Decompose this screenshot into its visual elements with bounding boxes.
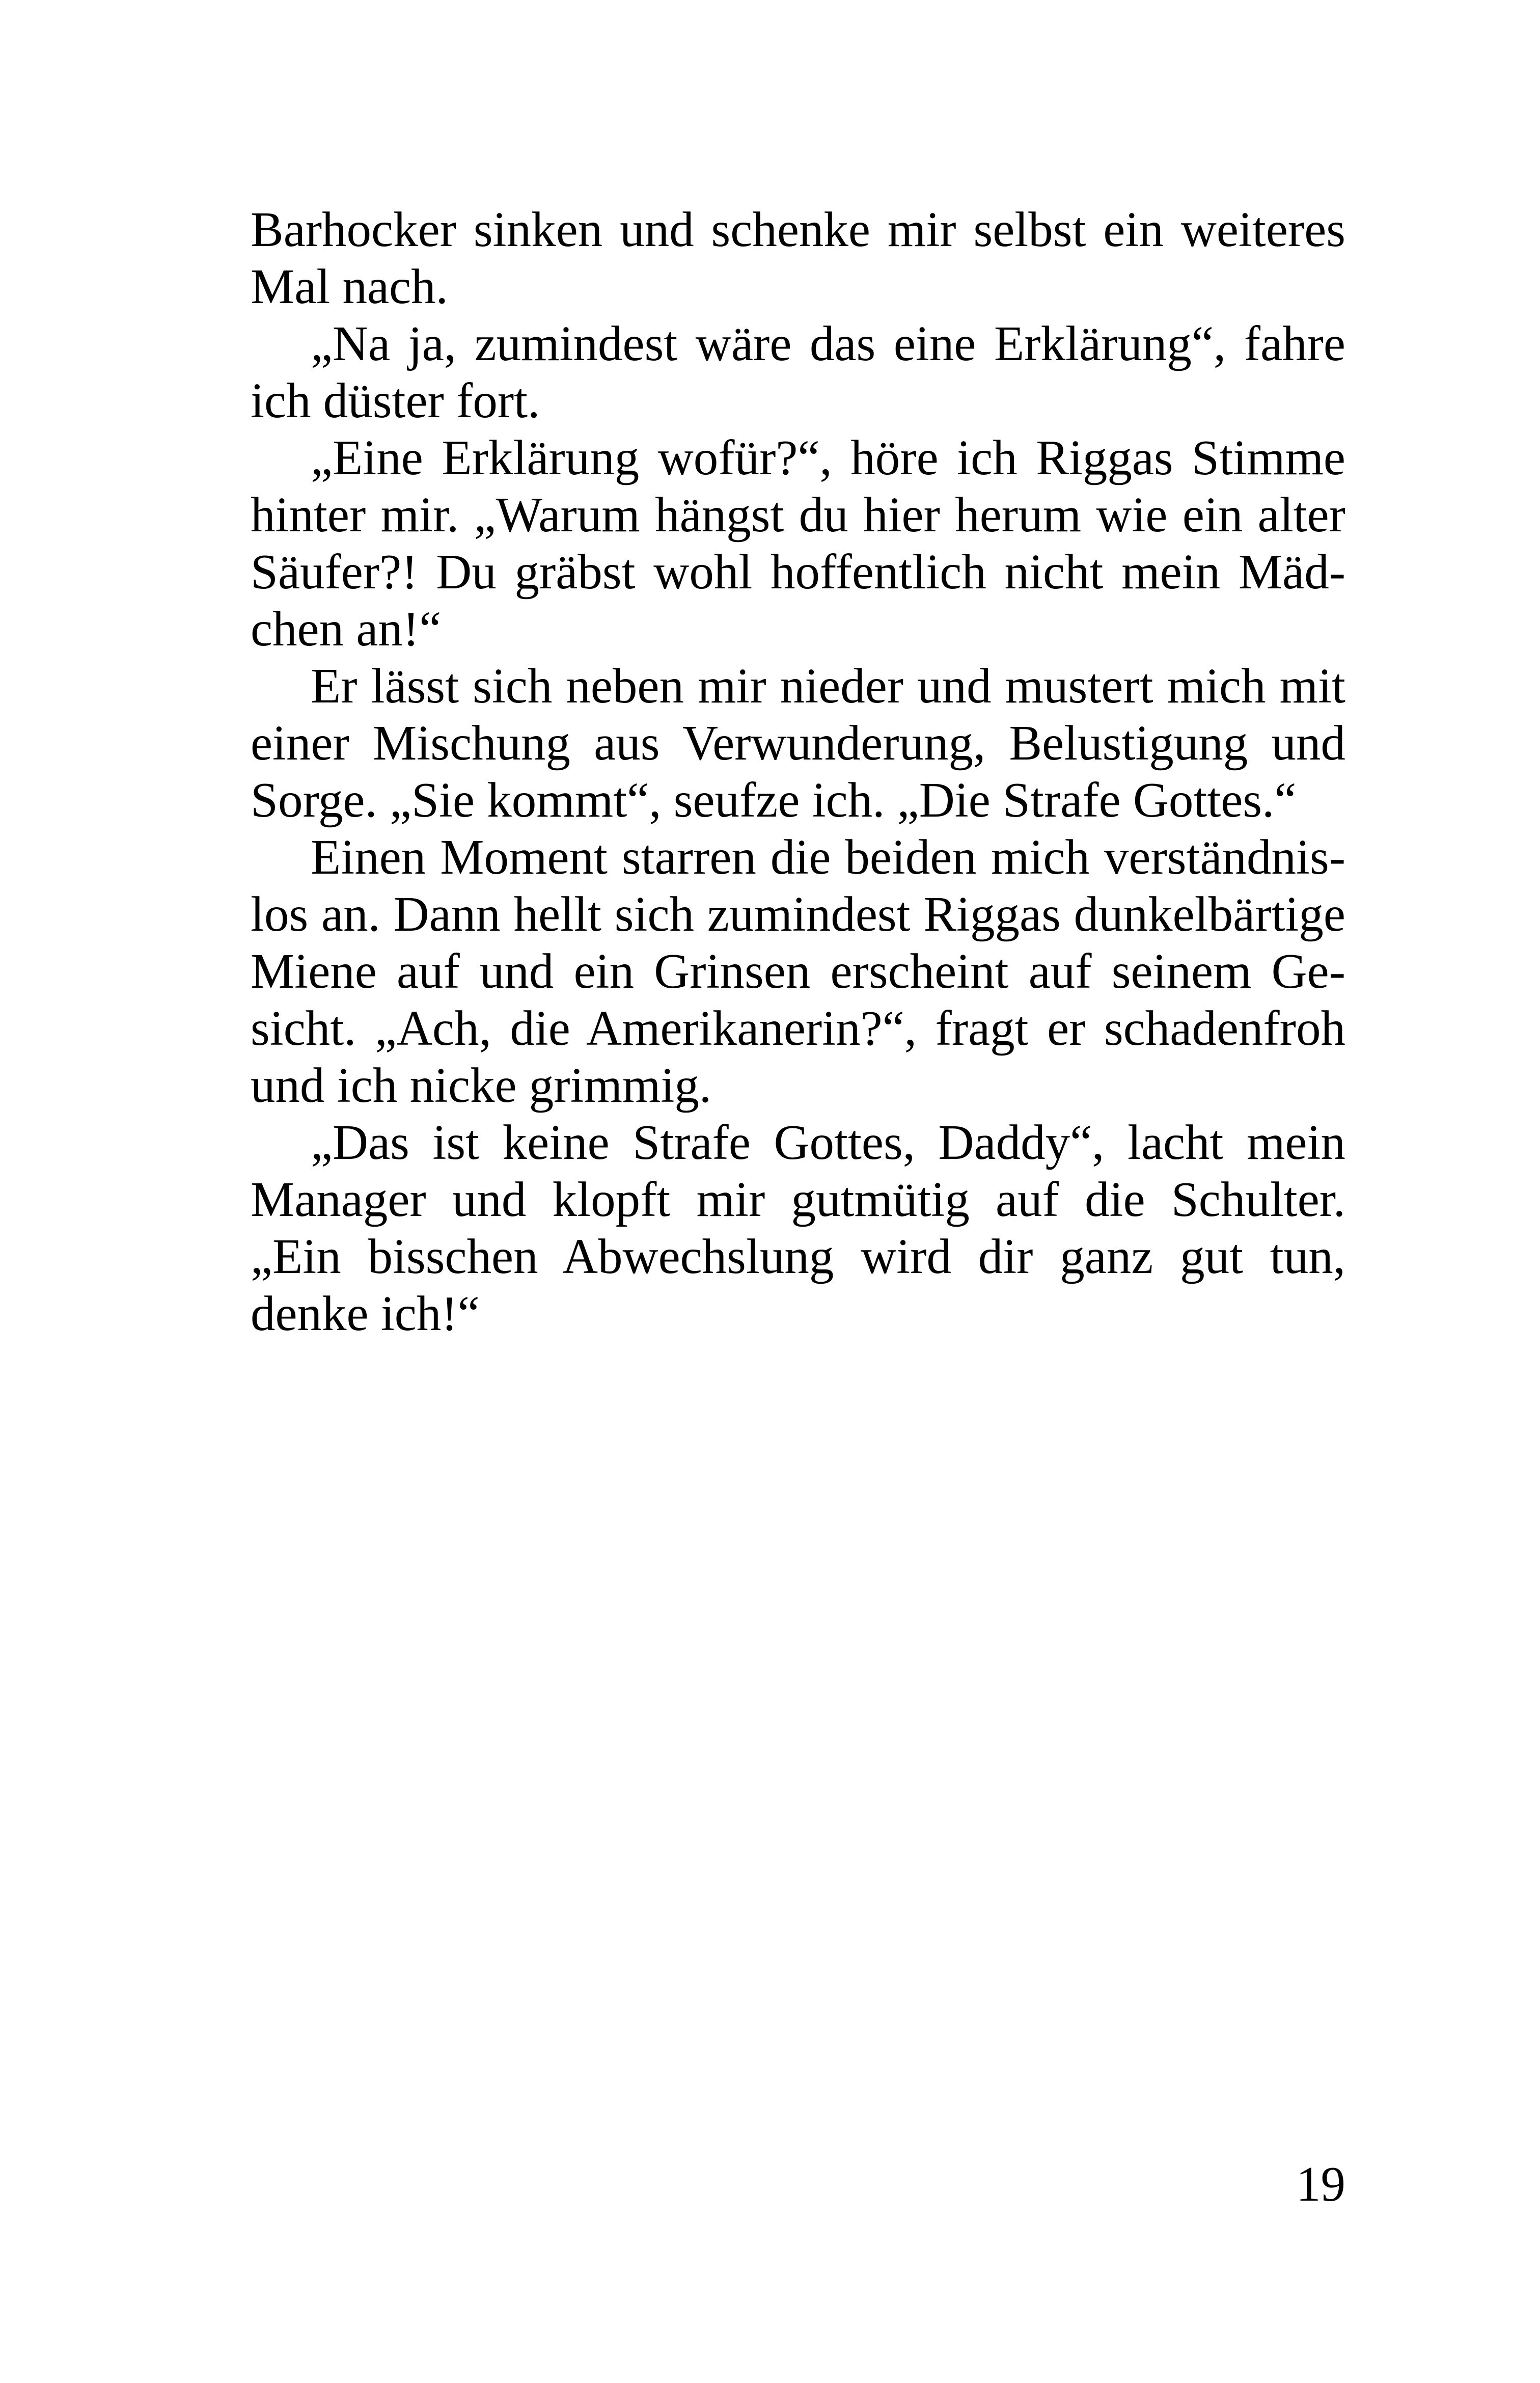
text-line: „Ein bisschen Abwechslung wird dir ganz gut tun, xyxy=(251,1229,1345,1284)
text-line: Säufer?! Du gräbst wohl hoffentlich nicht mein Mäd- xyxy=(251,545,1345,599)
text-line: chen an!“ xyxy=(251,602,442,656)
text-line: Manager und klopft mir gutmütig auf die Schulter. xyxy=(251,1172,1345,1227)
text-line: ich düster fort. xyxy=(251,373,540,428)
text-line: hinter mir. „Warum hängst du hier herum wie ein alter xyxy=(251,488,1345,542)
text-line: einer Mischung aus Verwunderung, Belustigung und xyxy=(251,716,1345,770)
text-line: und ich nicke grimmig. xyxy=(251,1058,712,1113)
text-line: Sorge. „Sie kommt“, seufze ich. „Die Strafe Gottes.“ xyxy=(251,773,1297,827)
text-line: „Na ja, zumindest wäre das eine Erklärung“, fahre xyxy=(311,316,1345,371)
text-line: Miene auf und ein Grinsen erscheint auf seinem Ge- xyxy=(251,944,1345,998)
text-line: denke ich!“ xyxy=(251,1286,480,1341)
page-number: 19 xyxy=(1296,2157,1345,2211)
text-line: Mal nach. xyxy=(251,259,448,314)
text-line: Barhocker sinken und schenke mir selbst ein weiteres xyxy=(251,202,1345,257)
text-line: „Eine Erklärung wofür?“, höre ich Riggas Stimme xyxy=(311,430,1345,485)
text-line: Er lässt sich neben mir nieder und mustert mich mit xyxy=(311,659,1345,713)
text-line: Einen Moment starren die beiden mich verständnis- xyxy=(311,830,1345,884)
text-line: „Das ist keine Strafe Gottes, Daddy“, lacht mein xyxy=(311,1115,1345,1170)
text-line: sicht. „Ach, die Amerikanerin?“, fragt er schadenfroh xyxy=(251,1001,1345,1055)
body-text xyxy=(251,201,1345,1342)
text-line: los an. Dann hellt sich zumindest Riggas dunkelbärtige xyxy=(251,887,1345,941)
